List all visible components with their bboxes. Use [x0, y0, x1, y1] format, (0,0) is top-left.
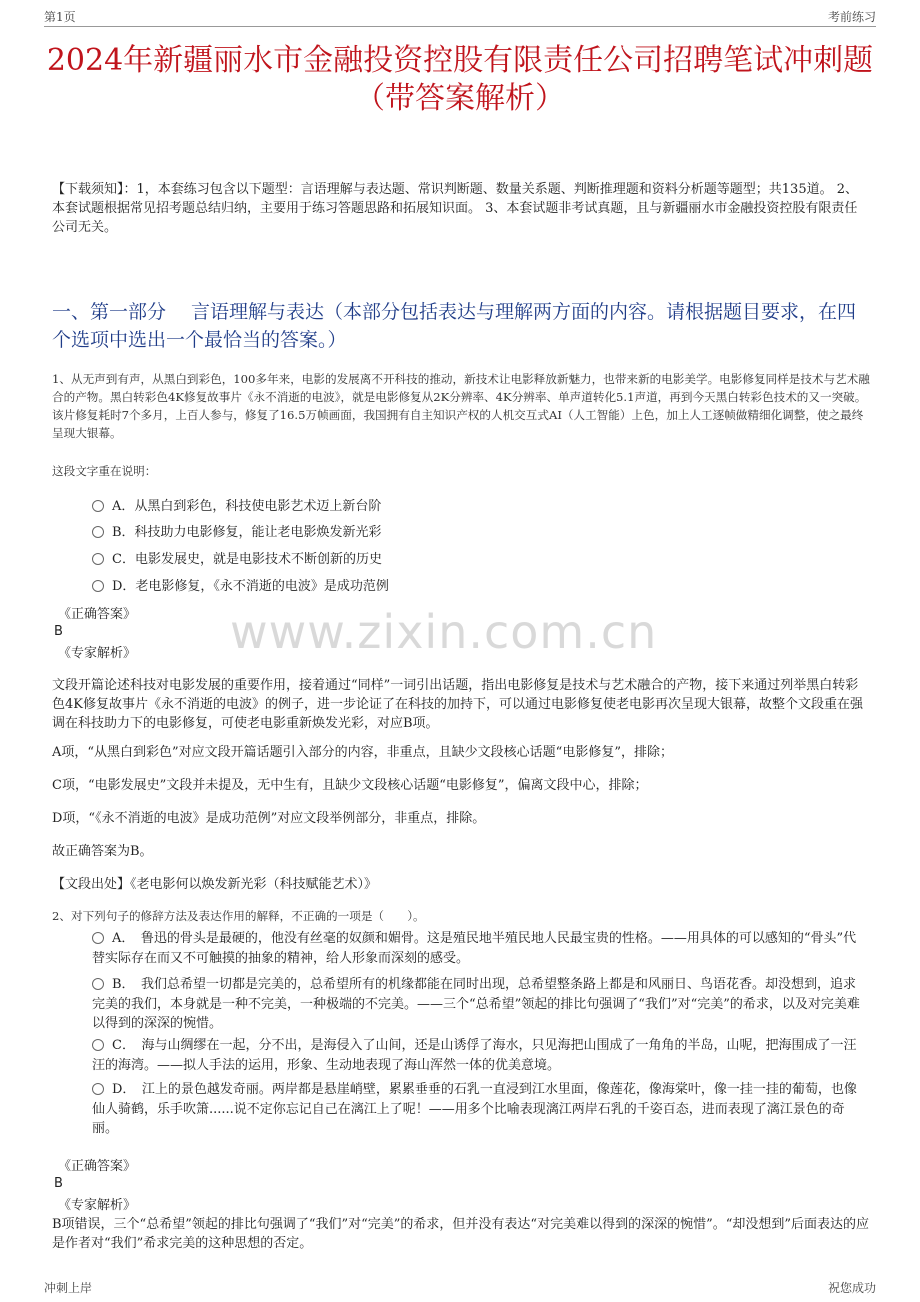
q2-analysis-label: 《专家解析》 [58, 1198, 137, 1213]
radio-icon[interactable] [92, 1039, 104, 1051]
q2-answer-label: 《正确答案》 [58, 1159, 137, 1174]
header-tag: 考前练习 [827, 10, 876, 24]
q1-stem: 1、从无声到有声，从黑白到彩色，100多年来，电影的发展离不开科技的推动，新技术让电影释放新魅力，也带来新的电影美学。电影修复同样是技术与艺术融合的产物。黑白转彩色4K修复故事片《永不消逝的电波》，就是电影修复从2K分辨率、4K分辨率、单声道转化5.1声道，再到今天黑白转彩色技术的又一突破。该片修复耗时7个多月，上百人参与，修复了16.5万帧画面，我国拥有自主知识产权的人机交互式AI（人工智能）上色，加上人工逐帧做精细化调整，使之最终呈现大银幕。 [52, 372, 870, 440]
q1-option-d[interactable]: D．老电影修复，《永不消逝的电波》是成功范例 [92, 577, 389, 596]
q1-option-a[interactable]: A．从黑白到彩色，科技使电影艺术迈上新台阶 [92, 497, 381, 516]
radio-icon[interactable] [92, 553, 104, 565]
footer-left: 冲刺上岸 [44, 1281, 93, 1295]
q2-option-c[interactable]: C． 海与山绸缪在一起，分不出，是海侵入了山间，还是山诱俘了海水，只见海把山围成了一角角的半岛，山呢，把海围成了一汪汪的海湾。——拟人手法的运用，形象、生动地表现了海山浑然一体的优美意境。 [92, 1038, 857, 1073]
q2-option-a[interactable]: A． 鲁迅的骨头是最硬的，他没有丝毫的奴颜和媚骨。这是殖民地半殖民地人民最宝贵的性格。——用具体的可以感知的“骨头”代替实际存在而又不可触摸的抽象的精神，给人形象而深刻的感受。 [92, 931, 857, 966]
title-line-1: 2024年新疆丽水市金融投资控股有限责任公司招聘笔试冲刺题 [46, 43, 874, 78]
radio-icon[interactable] [92, 580, 104, 592]
q1-source: 【文段出处】《老电影何以焕发新光彩（科技赋能艺术）》 [52, 877, 378, 892]
q1-option-c[interactable]: C．电影发展史，就是电影技术不断创新的历史 [92, 550, 382, 569]
q2-answer: B [54, 1176, 63, 1191]
q1-analysis-c: C项，“电影发展史”文段并未提及，无中生有，且缺少文段核心话题“电影修复”，偏离文段中心，排除； [52, 778, 648, 793]
q1-question: 这段文字重在说明： [52, 464, 157, 478]
section-title: 一、第一部分 言语理解与表达（本部分包括表达与理解两方面的内容。请根据题目要求，在四个选项中选出一个最恰当的答案。） [52, 301, 857, 351]
q2-option-d[interactable]: D． 江上的景色越发奇丽。两岸都是悬崖峭壁，累累垂垂的石乳一直浸到江水里面，像莲花，像海棠叶，像一挂一挂的葡萄，也像仙人骑鹤，乐手吹箫......说不定你忘记自己在漓江上了呢！——用多个比喻表现漓江两岸石乳的千姿百态，进而表现了漓江景色的奇丽。 [92, 1082, 857, 1136]
q1-answer: B [54, 624, 63, 639]
download-notice: 【下载须知】：1，本套练习包含以下题型：言语理解与表达题、常识判断题、数量关系题、判断推理题和资料分析题等题型；共135道。 2、本套试题根据常见招考题总结归纳，主要用于练习答题思路和拓展知识面。 3、本套试题非考试真题，且与新疆丽水市金融投资控股有限责任公司无关。 [52, 182, 858, 235]
page-header [44, 8, 876, 27]
radio-icon[interactable] [92, 978, 104, 990]
radio-icon[interactable] [92, 932, 104, 944]
q2-analysis: B项错误，三个“总希望”领起的排比句强调了“我们”对“完美”的希求，但并没有表达“对完美难以得到的深深的惋惜”。“却没想到”后面表达的应是作者对“我们”希求完美的这种思想的否定。 [52, 1217, 870, 1251]
page-number: 第1页 [44, 10, 76, 24]
q1-conclusion: 故正确答案为B。 [52, 844, 153, 859]
q1-option-b[interactable]: B．科技助力电影修复，能让老电影焕发新光彩 [92, 523, 382, 542]
radio-icon[interactable] [92, 1083, 104, 1095]
q2-stem: 2、对下列句子的修辞方法及表达作用的解释，不正确的一项是（ ）。 [52, 909, 425, 923]
title-line-2: （带答案解析） [355, 81, 565, 116]
q1-analysis-label: 《专家解析》 [58, 646, 137, 661]
q1-analysis-d: D项，“《永不消逝的电波》是成功范例”对应文段举例部分，非重点，排除。 [52, 811, 486, 826]
q1-analysis-a: A项，“从黑白到彩色”对应文段开篇话题引入部分的内容，非重点，且缺少文段核心话题“电影修复”，排除； [52, 745, 673, 760]
q1-analysis-main: 文段开篇论述科技对电影发展的重要作用，接着通过“同样”一词引出话题，指出电影修复是技术与艺术融合的产物，接下来通过列举黑白转彩色4K修复故事片《永不消逝的电波》的例子，进一步论证了在科技的加持下，可以通过电影修复使老电影再次呈现大银幕，故整个文段重在强调在科技助力下的电影修复，可使老电影重新焕发光彩，对应B项。 [52, 678, 863, 731]
radio-icon[interactable] [92, 526, 104, 538]
watermark: www.zixin.com.cn [230, 605, 658, 659]
document-title [30, 42, 890, 118]
radio-icon[interactable] [92, 500, 104, 512]
q1-answer-label: 《正确答案》 [58, 607, 137, 622]
q2-option-b[interactable]: B． 我们总希望一切都是完美的，总希望所有的机缘都能在同时出现，总希望整条路上都是和风丽日、鸟语花香。却没想到，追求完美的我们，本身就是一种不完美，一种极端的不完美。——三个“总希望”领起的排比句强调了“我们”对“完美”的希求，以及对完美难以得到的深深的惋惜。 [92, 977, 860, 1031]
page-footer [44, 1278, 876, 1296]
footer-right: 祝您成功 [827, 1281, 876, 1295]
